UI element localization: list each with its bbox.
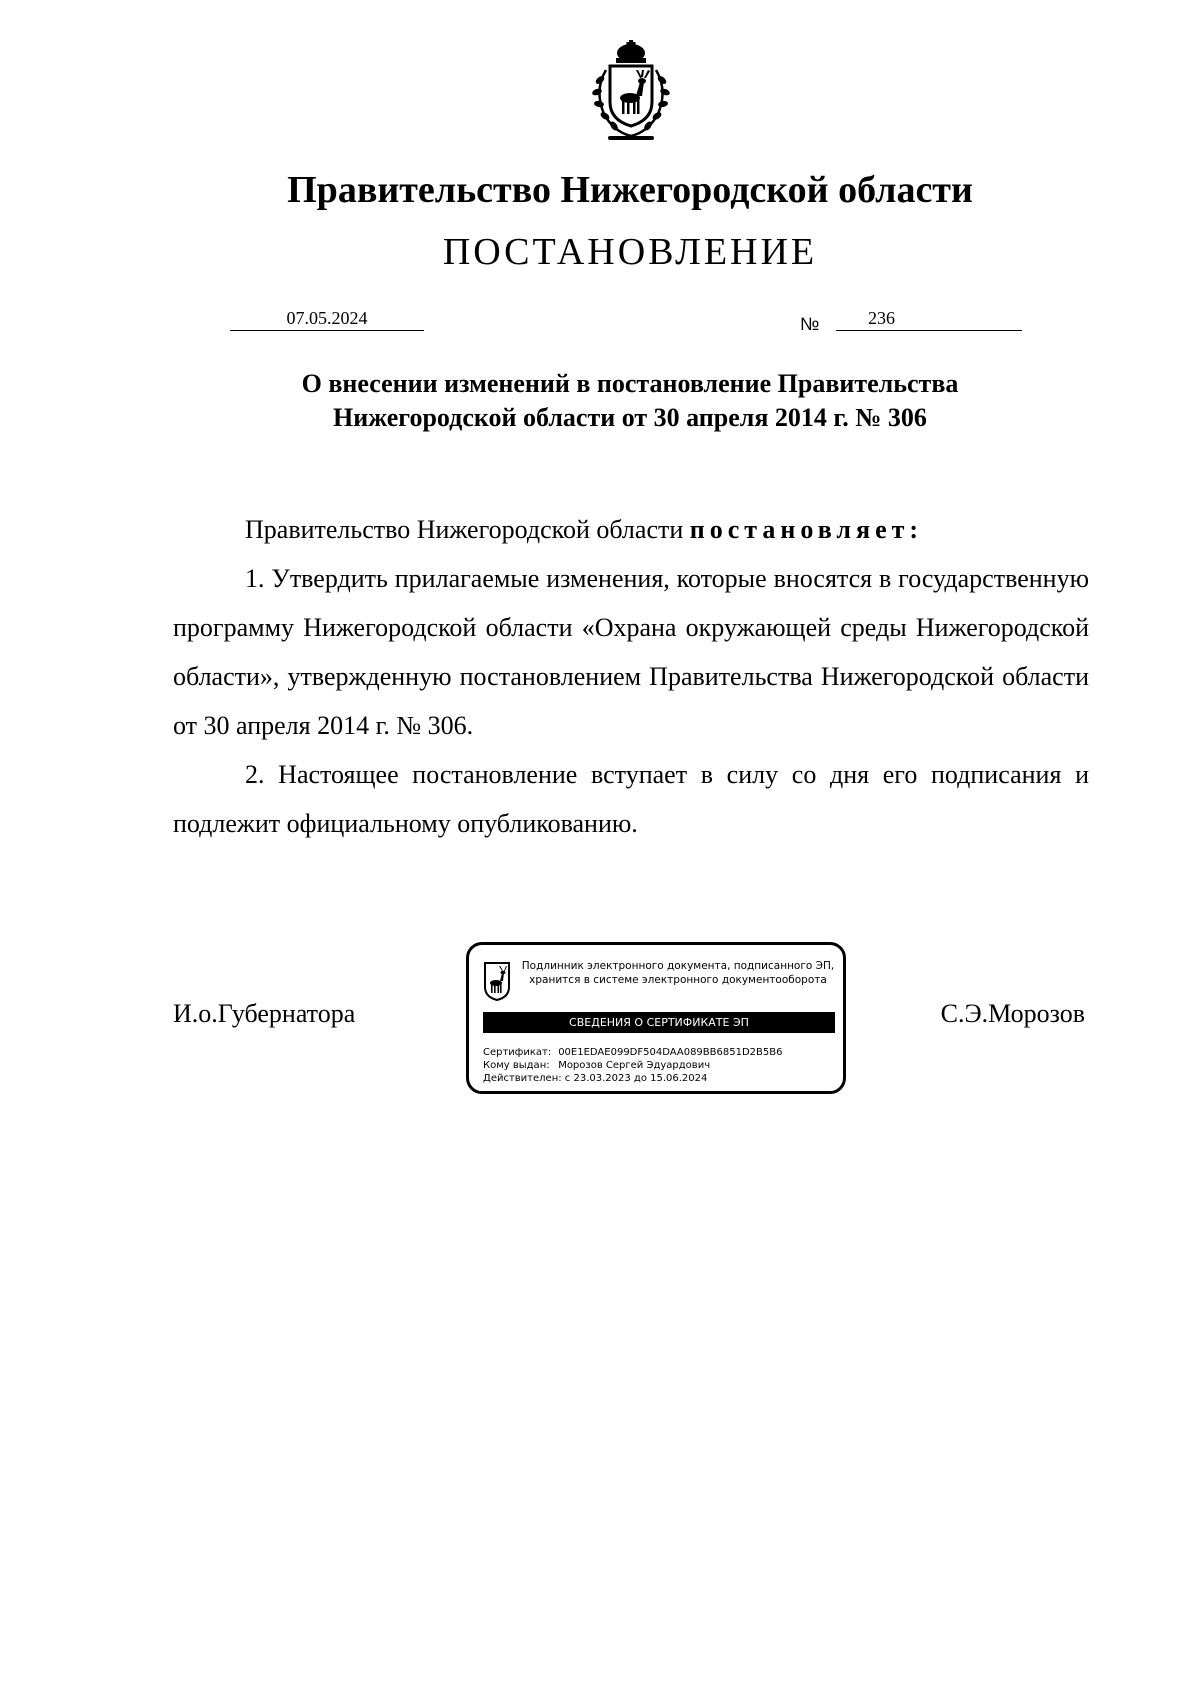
decree-number-value: 236 [868,308,895,328]
stamp-details [483,1046,782,1085]
document-type: ПОСТАНОВЛЕНИЕ [442,231,818,273]
subject-line: О внесении изменений в постановление Правительства [301,369,959,398]
preamble-text: Правительство Нижегородской области [245,515,690,544]
certificate-row [483,1046,782,1059]
signatory-name: С.Э.Морозов [940,999,1085,1028]
stamp-title-bar: СВЕДЕНИЯ О СЕРТИФИКАТЕ ЭП [483,1012,835,1033]
preamble-action: постановляет: [689,515,924,544]
valid-row [483,1072,782,1085]
decree-date: 07.05.2024 [230,306,424,331]
paragraph-2: 2. Настоящее постановление вступает в силу со дня его подписания и подлежит официальному опубликованию. [173,760,1089,838]
stamp-notice-line: Подлинник электронного документа, подписанного ЭП, [521,960,835,972]
issued-to-value: Морозов Сергей Эдуардович [558,1060,711,1071]
issued-to-label: Кому выдан: [483,1060,550,1071]
decree-number [836,306,1022,331]
valid-label: Действителен: [483,1073,562,1084]
certificate-label: Сертификат: [483,1047,552,1058]
subject-line: Нижегородской области от 30 апреля 2014 г. № 306 [333,403,927,432]
stamp-notice-line: хранится в системе электронного документооборота [529,974,827,986]
number-sign: № [800,314,820,334]
signatory-role: И.о.Губернатора [173,999,356,1028]
government-title: Правительство Нижегородской области [287,169,973,211]
paragraph-1: 1. Утвердить прилагаемые изменения, которые вносятся в государственную программу Нижегородской области «Охрана окружающей среды Нижегородской области», утвержденную постановлением Правительства Нижегородской области от 30 апреля 2014 г. № 306. [173,564,1089,740]
stamp-notice [519,959,837,987]
issued-to-row [483,1059,782,1072]
electronic-signature-stamp [466,942,846,1094]
decree-subject [220,367,1040,435]
decree-body [173,505,1089,848]
coat-of-arms-icon [578,40,684,146]
deer-shield-icon [483,961,511,1001]
valid-value: с 23.03.2023 до 15.06.2024 [564,1073,708,1084]
certificate-value: 00E1EDAE099DF504DAA089BB6851D2B5B6 [558,1047,783,1058]
preamble [173,505,1089,554]
